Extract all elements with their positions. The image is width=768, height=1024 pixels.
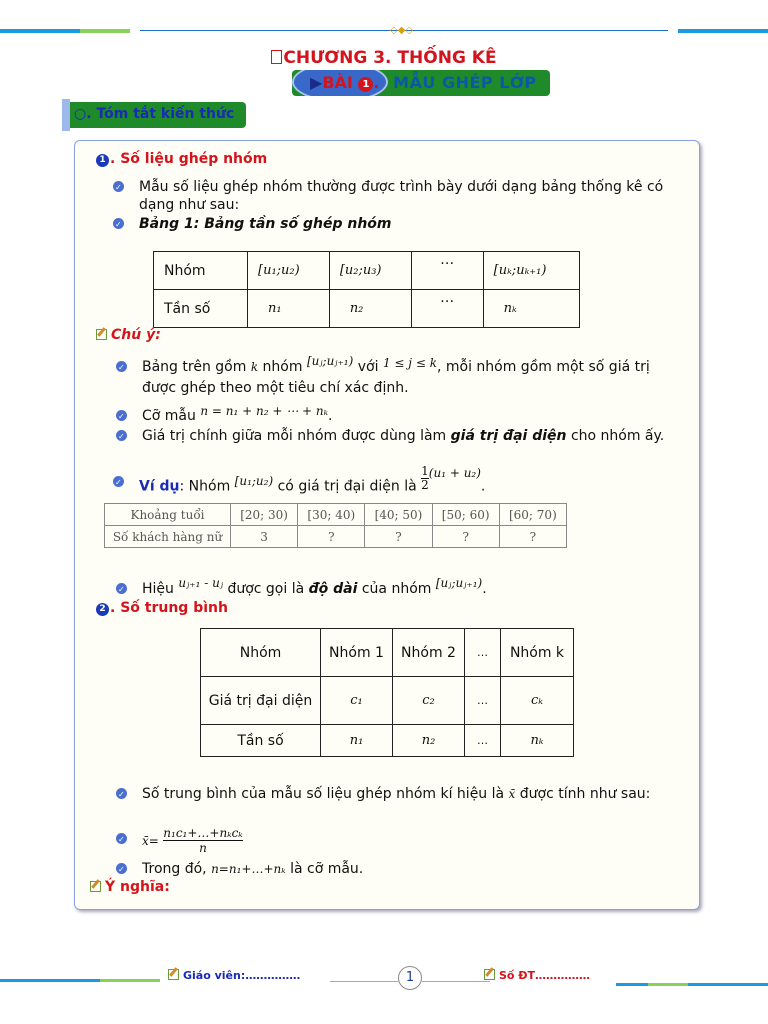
- note-bullet-2: Cỡ mẫu n = n₁ + n₂ + ⋯ + nₖ. ✓: [142, 407, 682, 425]
- part2-heading: 2 . Số trung bình: [96, 600, 228, 616]
- meaning-heading: Ý nghĩa:: [90, 879, 170, 895]
- lesson-banner: ▶BÀI 1 . MẪU GHÉP LỚP: [292, 70, 550, 96]
- diamond-ornament-icon: ◇◆◇: [390, 25, 414, 36]
- table2-cell: [60; 70): [499, 504, 566, 526]
- table2-cell: ?: [365, 526, 432, 548]
- table2-cell: Số khách hàng nữ: [105, 526, 231, 548]
- note-bullet-4: Hiệu uⱼ₊₁ - uⱼ được gọi là độ dài của nhóm [uⱼ;uⱼ₊₁). ✓: [142, 580, 682, 598]
- table3-cell: nₖ: [501, 725, 574, 757]
- part1-bullet-1: Mẫu số liệu ghép nhóm thường được trình bày dưới dạng bảng thống kê có dạng như sau: ✓: [139, 178, 679, 214]
- lesson-prefix: BÀI: [322, 73, 353, 92]
- table2-cell: [40; 50): [365, 504, 432, 526]
- table2-cell: 3: [231, 526, 298, 548]
- part2-bullet-1: Số trung bình của mẫu số liệu ghép nhóm kí hiệu là x̄ được tính như sau: ✓: [142, 785, 662, 803]
- table3-cell: Nhóm 1: [321, 629, 393, 677]
- part2-bullet-3: Trong đó, n=n₁+…+nₖ là cỡ mẫu. ✓: [142, 860, 662, 878]
- note-bullet-1: Bảng trên gồm k nhóm [uⱼ;uⱼ₊₁) với 1 ≤ j ≤ k, mỗi nhóm gồm một số giá trị ✓: [142, 358, 682, 376]
- table1-label-group: Nhóm: [154, 252, 248, 290]
- table3-cell: Tần số: [201, 725, 321, 757]
- table2-cell: ?: [298, 526, 365, 548]
- section-tab-label: Tóm tắt kiến thức: [96, 106, 235, 122]
- table1-cell: [u₂;u₃): [329, 252, 411, 290]
- table3-cell: …: [465, 629, 501, 677]
- pencil-note-icon: [90, 881, 101, 892]
- table3-cell: cₖ: [501, 677, 574, 725]
- box-icon: [271, 50, 282, 64]
- table3-cell: n₁: [321, 725, 393, 757]
- table1-cell: …: [411, 252, 483, 290]
- part1-heading: 1 . Số liệu ghép nhóm: [96, 151, 267, 167]
- table1-cell: nₖ: [483, 290, 579, 328]
- part1-bullet-2: Bảng 1: Bảng tần số ghép nhóm ✓: [139, 215, 679, 233]
- table3-cell: n₂: [393, 725, 465, 757]
- table3-cell: …: [465, 677, 501, 725]
- page-footer: [0, 965, 768, 1005]
- top-decor-band: [0, 26, 768, 36]
- table3-cell: c₂: [393, 677, 465, 725]
- mean-formula: x̄= n₁c₁+…+nₖcₖ n ✓: [142, 830, 342, 860]
- section-tab: ○. Tóm tắt kiến thức: [62, 102, 246, 128]
- chapter-title: CHƯƠNG 3. THỐNG KÊ: [0, 48, 768, 68]
- page-number: 1: [398, 966, 422, 990]
- age-group-table: [104, 503, 567, 548]
- lesson-name: MẪU GHÉP LỚP: [393, 73, 537, 92]
- play-arrow-icon: ▶: [310, 73, 323, 92]
- table3-cell: c₁: [321, 677, 393, 725]
- note-heading: Chú ý:: [96, 327, 161, 343]
- table2-cell: ?: [499, 526, 566, 548]
- pencil-note-icon: [96, 329, 107, 340]
- table3-cell: Giá trị đại diện: [201, 677, 321, 725]
- table1-cell: [uₖ;uₖ₊₁): [483, 252, 579, 290]
- number-two-icon: 2: [96, 603, 109, 616]
- note-bullet-3: Giá trị chính giữa mỗi nhóm được dùng làm giá trị đại diện cho nhóm ấy. ✓: [142, 427, 682, 445]
- table2-cell: [20; 30): [231, 504, 298, 526]
- table2-cell: Khoảng tuổi: [105, 504, 231, 526]
- lesson-number: 1: [358, 77, 373, 92]
- table1-cell: …: [411, 290, 483, 328]
- table3-cell: …: [465, 725, 501, 757]
- table2-cell: ?: [432, 526, 499, 548]
- table1-cell: n₁: [248, 290, 330, 328]
- phone-field: Số ĐT……………: [484, 969, 590, 982]
- table3-cell: Nhóm k: [501, 629, 574, 677]
- pencil-note-icon: [168, 969, 179, 980]
- pencil-note-icon: [484, 969, 495, 980]
- teacher-field: Giáo viên:……………: [168, 969, 300, 982]
- table1-label-freq: Tần số: [154, 290, 248, 328]
- example-bullet: Ví dụ: Nhóm [u₁;u₂) có giá trị đại diện là $\frac{1}{2}$ (u₁ + u₂). ✓: [139, 473, 679, 500]
- table2-cell: [50; 60): [432, 504, 499, 526]
- table1-cell: [u₁;u₂): [248, 252, 330, 290]
- table3-cell: Nhóm: [201, 629, 321, 677]
- table1-cell: n₂: [329, 290, 411, 328]
- note-bullet-1-cont: được ghép theo một tiêu chí xác định.: [142, 380, 409, 396]
- table3-cell: Nhóm 2: [393, 629, 465, 677]
- grouped-frequency-table: [153, 251, 580, 328]
- table2-cell: [30; 40): [298, 504, 365, 526]
- number-one-icon: 1: [96, 154, 109, 167]
- circle-icon: ○: [74, 106, 87, 122]
- mean-table: [200, 628, 574, 757]
